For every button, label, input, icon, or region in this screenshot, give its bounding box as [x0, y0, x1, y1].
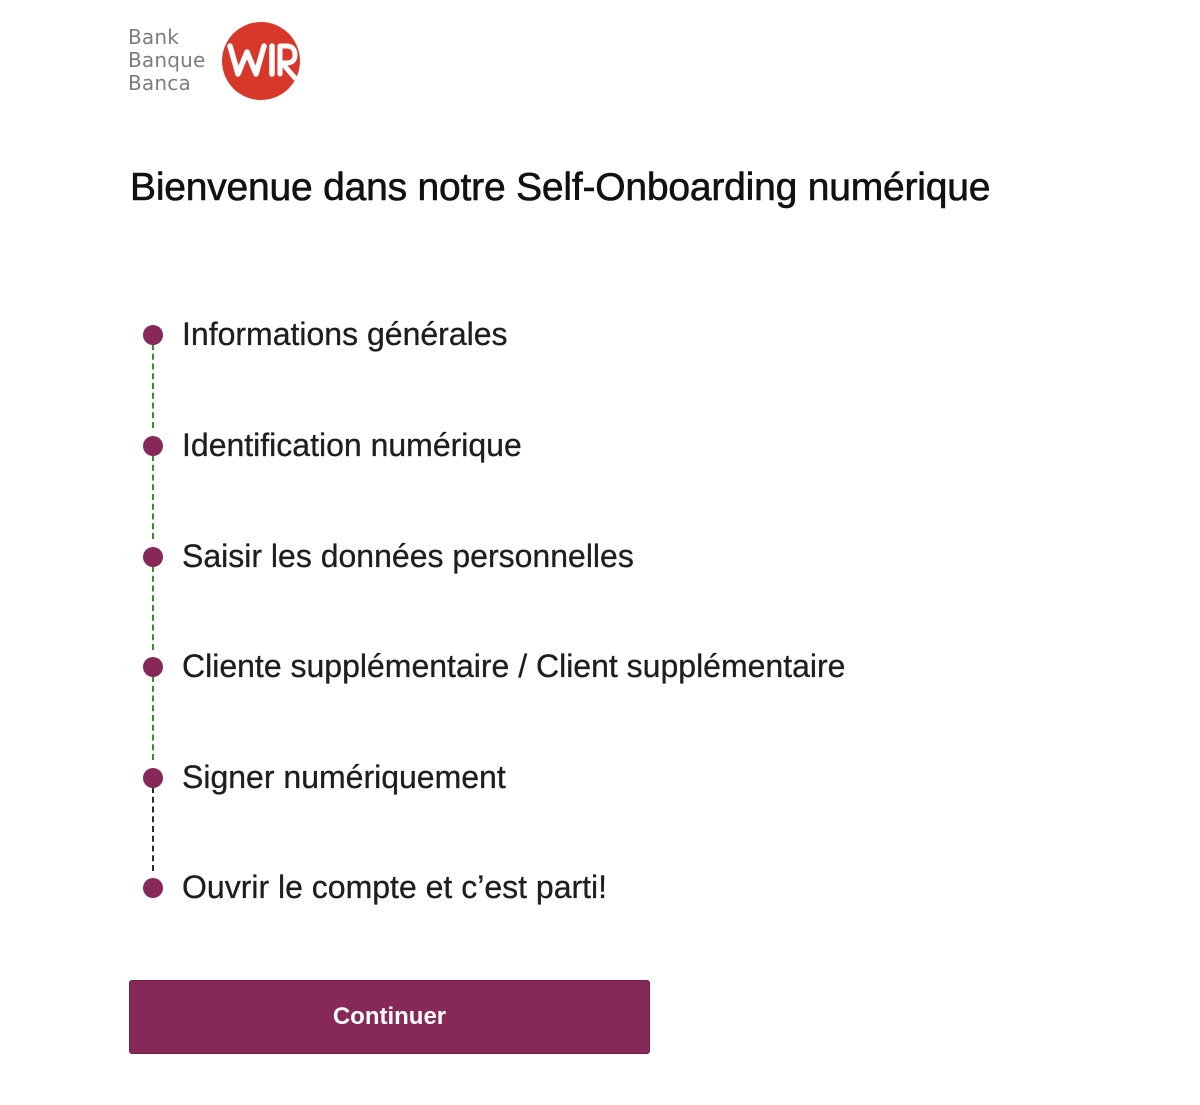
step-dot-icon: [143, 325, 163, 345]
onboarding-steps: [140, 316, 1140, 922]
step-label: Informations générales: [182, 316, 508, 352]
step-dot-icon: [143, 878, 163, 898]
step-dot-icon: [143, 436, 163, 456]
wir-logo-icon: [222, 22, 300, 100]
logo-word-banque: Banque: [128, 48, 206, 72]
step-item-open-account: [140, 869, 1140, 905]
step-label: Ouvrir le compte et c’est parti!: [182, 869, 608, 905]
logo-word-banca: Banca: [128, 71, 191, 95]
continue-button[interactable]: Continuer: [129, 980, 650, 1054]
step-connector: [152, 344, 154, 428]
step-dot-icon: [143, 657, 163, 677]
bank-logo: [128, 22, 308, 102]
logo-wordmark: [128, 26, 206, 95]
step-dot-icon: [143, 768, 163, 788]
step-connector: [152, 566, 154, 650]
step-connector: [152, 455, 154, 539]
step-connector: [152, 676, 154, 760]
step-item-general-info: [140, 316, 1140, 352]
step-connector: [152, 787, 154, 871]
logo-word-bank: Bank: [128, 25, 180, 49]
step-item-digital-signature: [140, 759, 1140, 795]
step-item-personal-data: [140, 538, 1140, 574]
step-item-digital-identification: [140, 427, 1140, 463]
step-label: Saisir les données personnelles: [182, 538, 634, 574]
step-item-additional-client: [140, 648, 1140, 684]
step-label: Cliente supplémentaire / Client supplémentaire: [182, 648, 846, 684]
step-label: Identification numérique: [182, 427, 522, 463]
page-title: Bienvenue dans notre Self-Onboarding numérique: [130, 166, 991, 209]
step-label: Signer numériquement: [182, 759, 506, 795]
step-dot-icon: [143, 547, 163, 567]
